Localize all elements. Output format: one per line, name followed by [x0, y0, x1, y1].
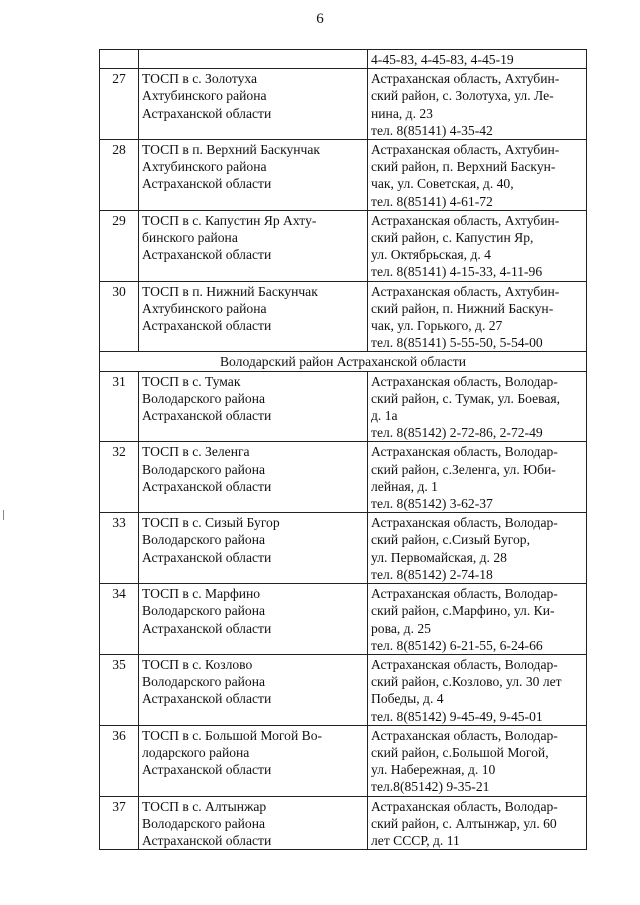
section-heading: Володарский район Астраханской области — [100, 352, 587, 371]
row-number: 34 — [100, 584, 139, 655]
office-address: Астраханская область, Ахтубин- ский район, с. Капустин Яр, ул. Октябрьская, д. 4 тел. 8(85141) 4-15-33, 4-11-96 — [368, 210, 587, 281]
row-number: 32 — [100, 442, 139, 513]
office-address: Астраханская область, Володар- ский район, с.Сизый Бугор, ул. Первомайская, д. 28 тел. 8(85142) 2-74-18 — [368, 513, 587, 584]
office-name: ТОСП в с. Золотуха Ахтубинского района Астраханской области — [139, 69, 368, 140]
row-number: 27 — [100, 69, 139, 140]
row-number: 28 — [100, 140, 139, 211]
table-row — [100, 371, 587, 442]
table-row — [100, 210, 587, 281]
row-number: 31 — [100, 371, 139, 442]
section-header-row — [100, 352, 587, 371]
office-address: Астраханская область, Ахтубин- ский район, с. Золотуха, ул. Ле- нина, д. 23 тел. 8(85141) 4-35-42 — [368, 69, 587, 140]
office-address: Астраханская область, Володар- ский район, с. Тумак, ул. Боевая, д. 1а тел. 8(85142) 2-72-86, 2-72-49 — [368, 371, 587, 442]
office-address: Астраханская область, Володар- ский район, с.Большой Могой, ул. Набережная, д. 10 тел.8(85142) 9-35-21 — [368, 725, 587, 796]
office-address: Астраханская область, Володар- ский район, с. Алтынжар, ул. 60 лет СССР, д. 11 — [368, 796, 587, 850]
table-row-continuation — [100, 50, 587, 69]
office-address: Астраханская область, Володар- ский район, с.Козлово, ул. 30 лет Победы, д. 4 тел. 8(85142) 9-45-49, 9-45-01 — [368, 654, 587, 725]
row-number: 37 — [100, 796, 139, 850]
table-row — [100, 725, 587, 796]
office-address: Астраханская область, Володар- ский район, с.Зеленга, ул. Юби- лейная, д. 1 тел. 8(85142) 3-62-37 — [368, 442, 587, 513]
row-number: 36 — [100, 725, 139, 796]
table-row — [100, 513, 587, 584]
office-name: ТОСП в с. Тумак Володарского района Астраханской области — [139, 371, 368, 442]
table-row — [100, 584, 587, 655]
office-name: ТОСП в с. Зеленга Володарского района Астраханской области — [139, 442, 368, 513]
office-address: Астраханская область, Ахтубин- ский район, п. Верхний Баскун- чак, ул. Советская, д. 40, тел. 8(85141) 4-61-72 — [368, 140, 587, 211]
office-name: ТОСП в с. Капустин Яр Ахту- бинского района Астраханской области — [139, 210, 368, 281]
table-row — [100, 654, 587, 725]
office-name: ТОСП в п. Верхний Баскунчак Ахтубинского района Астраханской области — [139, 140, 368, 211]
table-row — [100, 140, 587, 211]
table-row — [100, 281, 587, 352]
office-name: ТОСП в п. Нижний Баскунчак Ахтубинского района Астраханской области — [139, 281, 368, 352]
office-registry-table — [99, 49, 587, 850]
row-number: 35 — [100, 654, 139, 725]
office-name: ТОСП в с. Сизый Бугор Володарского района Астраханской области — [139, 513, 368, 584]
table-row — [100, 69, 587, 140]
office-name: ТОСП в с. Большой Могой Во- лодарского района Астраханской области — [139, 725, 368, 796]
table-row — [100, 796, 587, 850]
table-row — [100, 442, 587, 513]
office-name: ТОСП в с. Алтынжар Володарского района Астраханской области — [139, 796, 368, 850]
scan-margin-mark — [3, 510, 4, 520]
office-name: ТОСП в с. Козлово Володарского района Астраханской области — [139, 654, 368, 725]
office-address: Астраханская область, Ахтубин- ский район, п. Нижний Баскун- чак, ул. Горького, д. 27 тел. 8(85141) 5-55-50, 5-54-00 — [368, 281, 587, 352]
office-name — [139, 50, 368, 69]
row-number: 29 — [100, 210, 139, 281]
row-number — [100, 50, 139, 69]
row-number: 30 — [100, 281, 139, 352]
office-address: Астраханская область, Володар- ский район, с.Марфино, ул. Ки- рова, д. 25 тел. 8(85142) 6-21-55, 6-24-66 — [368, 584, 587, 655]
row-number: 33 — [100, 513, 139, 584]
page-number: 6 — [316, 11, 324, 27]
office-address: 4-45-83, 4-45-83, 4-45-19 — [368, 50, 587, 69]
office-name: ТОСП в с. Марфино Володарского района Астраханской области — [139, 584, 368, 655]
